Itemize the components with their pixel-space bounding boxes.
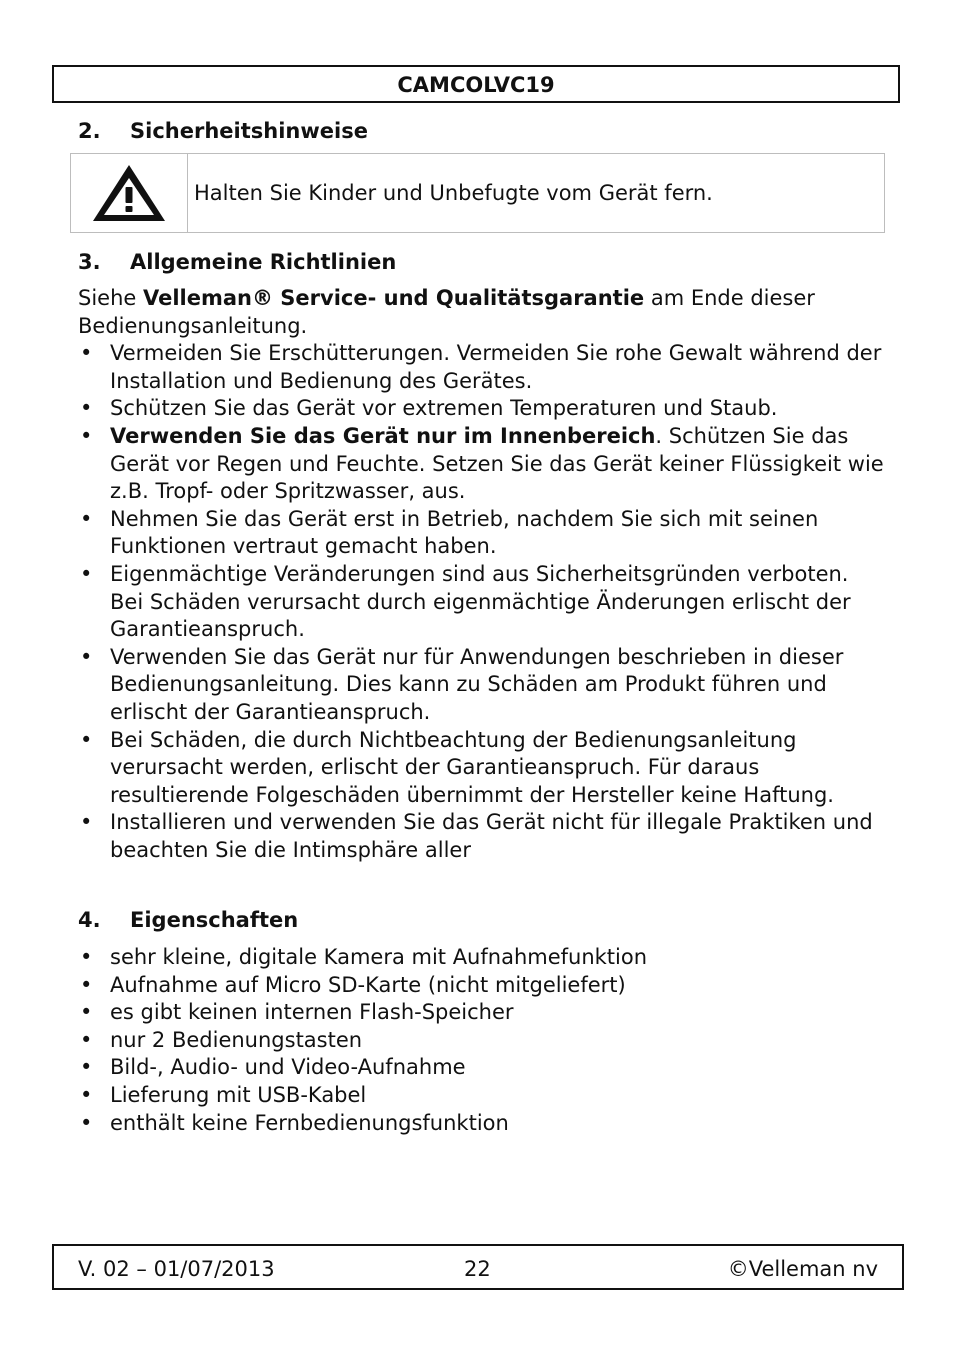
section-heading-safety (78, 119, 368, 143)
list-item: • Bei Schäden, die durch Nichtbeachtung der Bedienungsanleitung verursacht werden, erlischt der Garantieanspruch. Für daraus resultierende Folgeschäden übernimmt der Hersteller keine Haftung. (78, 727, 888, 810)
list-item: • nur 2 Bedienungstasten (78, 1027, 888, 1055)
list-item: • Installieren und verwenden Sie das Gerät nicht für illegale Praktiken und beachten Sie die Intimsphäre aller (78, 809, 888, 864)
list-item: • Verwenden Sie das Gerät nur für Anwendungen beschrieben in dieser Bedienungsanleitung. Dies kann zu Schäden am Produkt führen und erlischt der Garantieanspruch. (78, 644, 888, 727)
features-body (78, 944, 888, 1137)
list-item: • Verwenden Sie das Gerät nur im Innenbereich. Schützen Sie das Gerät vor Regen und Feuchte. Setzen Sie das Gerät keiner Flüssigkeit wie z.B. Tropf- oder Spritzwasser, aus. (78, 423, 888, 506)
section-number: 3. (78, 250, 101, 274)
list-item: • enthält keine Fernbedienungsfunktion (78, 1110, 888, 1138)
list-item: • es gibt keinen internen Flash-Speicher (78, 999, 888, 1027)
warning-text-cell (188, 154, 884, 232)
warning-text: Halten Sie Kinder und Unbefugte vom Gerät fern. (194, 181, 713, 205)
list-item: • Bild-, Audio- und Video-Aufnahme (78, 1054, 888, 1082)
section-title: Sicherheitshinweise (130, 119, 368, 143)
list-item: • Aufnahme auf Micro SD-Karte (nicht mitgeliefert) (78, 972, 888, 1000)
guidelines-body (78, 285, 888, 864)
guidelines-intro (78, 285, 888, 340)
version-date: V. 02 – 01/07/2013 (78, 1257, 275, 1281)
list-item: • Lieferung mit USB-Kabel (78, 1082, 888, 1110)
model-number: CAMCOLVC19 (397, 73, 555, 97)
indoor-use-warning: Verwenden Sie das Gerät nur im Innenbereich (110, 423, 656, 448)
guidelines-list (78, 340, 888, 864)
features-list (78, 944, 888, 1137)
section-title: Eigenschaften (130, 908, 299, 932)
section-title: Allgemeine Richtlinien (130, 250, 397, 274)
page-number: 22 (464, 1257, 491, 1281)
section-heading-features (78, 908, 298, 932)
list-item: • Eigenmächtige Veränderungen sind aus Sicherheitsgründen verboten. Bei Schäden verursacht durch eigenmächtige Änderungen erlischt der Garantieanspruch. (78, 561, 888, 644)
list-item: • Nehmen Sie das Gerät erst in Betrieb, nachdem Sie sich mit seinen Funktionen vertraut gemacht haben. (78, 506, 888, 561)
intro-text: Siehe (78, 286, 143, 310)
list-item: • sehr kleine, digitale Kamera mit Aufnahmefunktion (78, 944, 888, 972)
intro-warranty-reference: Velleman® Service- und Qualitätsgarantie (143, 286, 645, 310)
list-item: • Schützen Sie das Gerät vor extremen Temperaturen und Staub. (78, 395, 888, 423)
copyright: ©Velleman nv (727, 1257, 878, 1281)
warning-table (70, 153, 885, 233)
intro-text-end: am Ende dieser Bedienungsanleitung. (78, 286, 815, 338)
section-heading-guidelines (78, 250, 396, 274)
section-number: 2. (78, 119, 101, 143)
warning-icon-cell (71, 154, 188, 232)
list-item: • Vermeiden Sie Erschütterungen. Vermeiden Sie rohe Gewalt während der Installation und Bedienung des Gerätes. (78, 340, 888, 395)
document-header (52, 65, 900, 103)
document-footer (52, 1244, 904, 1290)
section-number: 4. (78, 908, 101, 932)
warning-triangle-icon (89, 161, 169, 225)
